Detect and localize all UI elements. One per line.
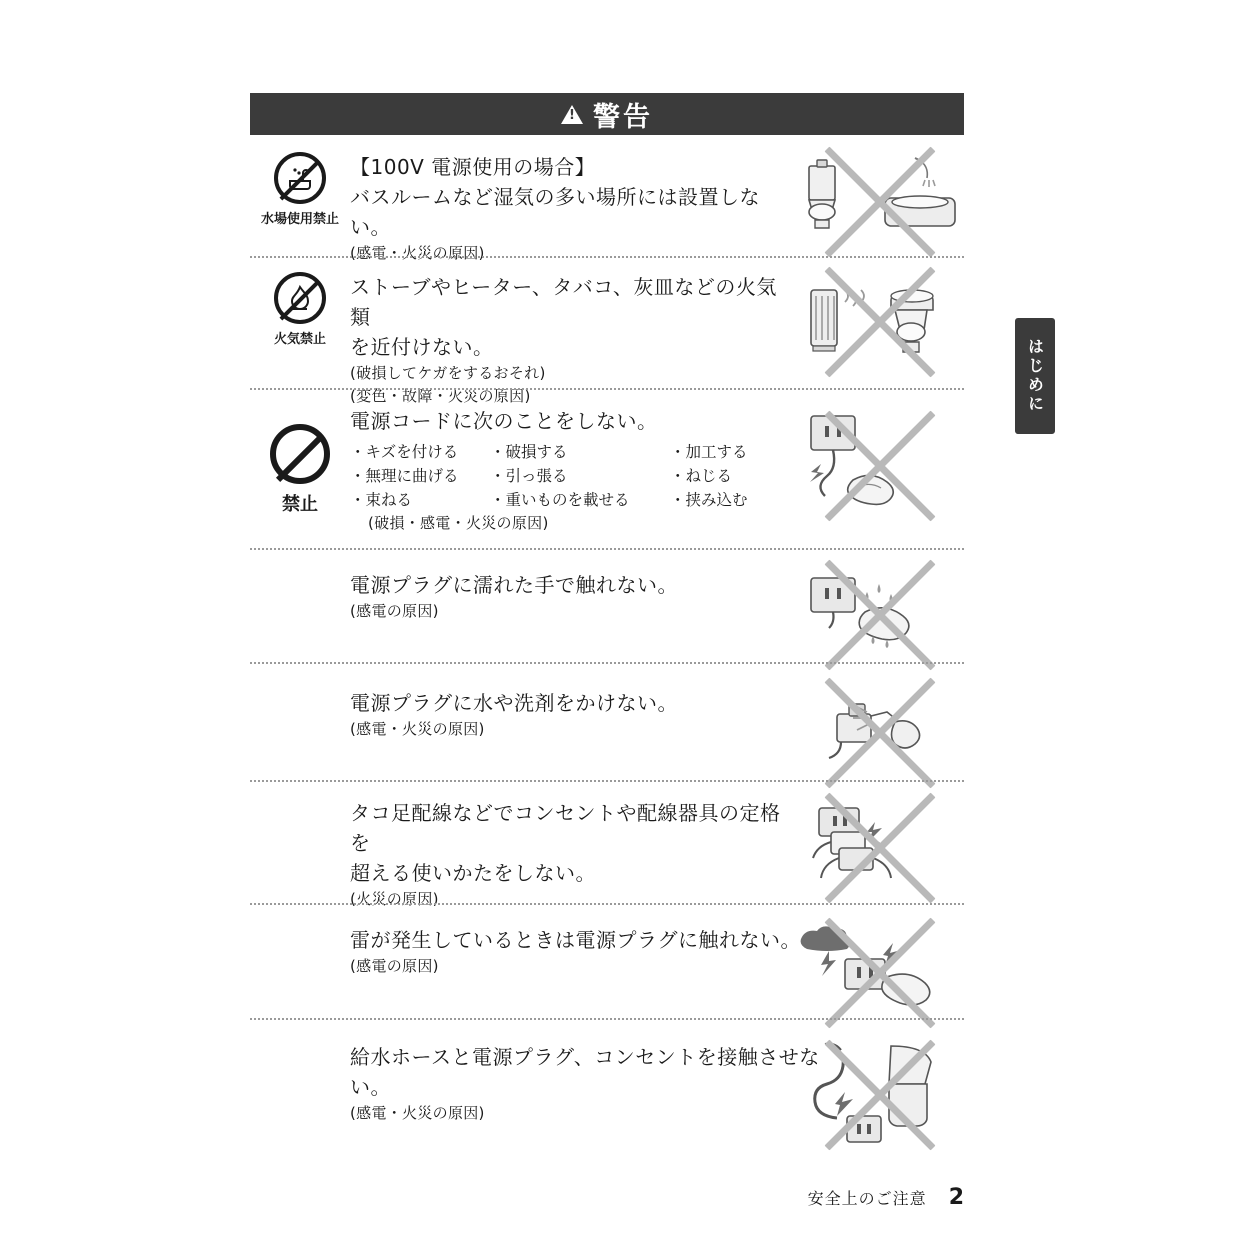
- warning-icon-2: [250, 272, 350, 347]
- bullet-cell: ・破損する: [490, 443, 568, 461]
- warning-illustration-5: [795, 688, 965, 778]
- warning-illustration-6: [795, 798, 965, 898]
- warning-icon-label-3: 禁止: [282, 494, 318, 515]
- warning-headline-7a: 雷が発生しているときは電源プラグに触れない。: [350, 928, 801, 952]
- side-tab-label: はじめに: [1025, 338, 1045, 414]
- warning-item-7: [250, 925, 964, 1015]
- warning-note-3a: (破損・感電・火災の原因): [368, 514, 549, 533]
- warning-text-8: [350, 1042, 820, 1125]
- no-fire-icon: [274, 272, 326, 324]
- prohibition-cross-1: [795, 152, 965, 252]
- warning-text-1: [350, 152, 790, 265]
- separator-5: [250, 780, 964, 782]
- side-tab-introduction[interactable]: [1015, 318, 1055, 434]
- prohibition-cross-2: [795, 272, 965, 372]
- bullet-row: [350, 488, 820, 512]
- warning-illustration-2: [795, 272, 965, 372]
- warning-note-5a: (感電・火災の原因): [350, 720, 485, 738]
- separator-4: [250, 662, 964, 664]
- warning-note-4a: (感電の原因): [350, 602, 439, 620]
- warning-illustration-8: [795, 1042, 965, 1142]
- bullet-row: [350, 440, 820, 464]
- bullet-cell: ・加工する: [670, 443, 748, 461]
- warning-headline-2a: ストーブやヒーター、タバコ、灰皿などの火気類: [350, 275, 777, 329]
- footer-section-title: 安全上のご注意: [807, 1189, 927, 1208]
- page-footer: [700, 1185, 964, 1210]
- warning-bullet-list-3: [350, 440, 820, 512]
- warning-illustration-1: [795, 152, 965, 252]
- warning-icon-3: [250, 424, 350, 516]
- warning-headline-8a: 給水ホースと電源プラグ、コンセントを接触させない。: [350, 1045, 820, 1099]
- prohibition-cross-5: [795, 688, 965, 778]
- separator-7: [250, 1018, 964, 1020]
- warning-headline-1a: 【100V 電源使用の場合】: [350, 155, 596, 179]
- warning-note-2b: (変色・故障・火災の原因): [350, 386, 531, 405]
- warning-headline-3a: 電源コードに次のことをしない。: [350, 409, 658, 433]
- prohibition-cross-6: [795, 798, 965, 898]
- warning-item-8: [250, 1042, 964, 1142]
- no-wet-area-icon: [274, 152, 326, 204]
- warning-headline-2b: を近付けない。: [350, 335, 494, 359]
- warning-note-7a: (感電の原因): [350, 957, 439, 975]
- bullet-cell: ・引っ張る: [490, 467, 568, 486]
- prohibition-cross-8: [795, 1042, 965, 1147]
- bullet-cell: ・挟み込む: [670, 491, 748, 510]
- warning-item-6: [250, 798, 964, 908]
- bullet-cell: ・束ねる: [350, 491, 413, 510]
- separator-2: [250, 388, 964, 390]
- warning-icon-label-2: 火気禁止: [273, 332, 326, 347]
- warning-illustration-4: [795, 570, 965, 660]
- prohibited-icon: [270, 424, 330, 484]
- warning-headline-6a: タコ足配線などでコンセントや配線器具の定格を: [350, 801, 781, 855]
- warning-note-6a: (火災の原因): [350, 890, 439, 908]
- warning-headline-5a: 電源プラグに水や洗剤をかけない。: [350, 691, 678, 715]
- bullet-cell: ・ねじる: [670, 467, 733, 486]
- warning-triangle-icon: [561, 105, 583, 124]
- warning-item-5: [250, 688, 964, 778]
- warning-item-1: [250, 152, 964, 262]
- warning-illustration-3: [795, 406, 965, 546]
- warning-text-3: [350, 406, 820, 535]
- footer-page-number: 2: [948, 1185, 964, 1210]
- warning-note-8a: (感電・火災の原因): [350, 1104, 485, 1122]
- warning-item-4: [250, 570, 964, 660]
- bullet-cell: ・キズを付ける: [350, 443, 459, 461]
- warning-text-5: [350, 688, 790, 741]
- warning-item-3: [250, 406, 964, 546]
- warning-banner: [250, 93, 964, 135]
- warning-illustration-7: [795, 925, 965, 1015]
- separator-3: [250, 548, 964, 550]
- warning-note-1a: (感電・火災の原因): [350, 244, 485, 262]
- warning-text-6: [350, 798, 790, 911]
- prohibition-cross-7: [795, 925, 965, 1020]
- bullet-cell: ・重いものを載せる: [490, 491, 630, 510]
- warning-text-4: [350, 570, 790, 623]
- warning-headline-4a: 電源プラグに濡れた手で触れない。: [350, 573, 678, 597]
- warning-headline-6b: 超える使いかたをしない。: [350, 861, 596, 885]
- warning-text-7: [350, 925, 820, 978]
- warning-headline-1b: バスルームなど湿気の多い場所には設置しない。: [350, 185, 760, 239]
- warning-icon-label-1: 水場使用禁止: [260, 212, 339, 227]
- separator-1: [250, 256, 964, 258]
- warning-note-2a: (破損してケガをするおそれ): [350, 364, 546, 382]
- bullet-row: [350, 464, 820, 488]
- prohibition-cross-4: [795, 570, 965, 660]
- warning-icon-1: [250, 152, 350, 227]
- warning-banner-title: 警告: [593, 101, 653, 133]
- bullet-cell: ・無理に曲げる: [350, 467, 459, 486]
- warning-item-2: [250, 272, 964, 405]
- warning-text-2: [350, 272, 790, 407]
- separator-6: [250, 903, 964, 905]
- prohibition-cross-3: [795, 406, 965, 526]
